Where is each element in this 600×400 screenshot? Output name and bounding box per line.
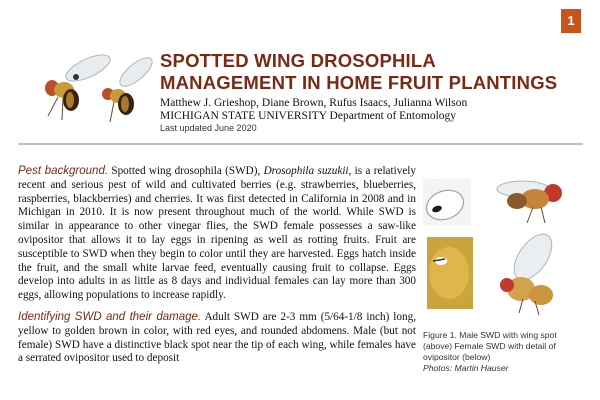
section-heading: Pest background. <box>18 165 109 177</box>
header-fly-image <box>18 50 153 132</box>
article-body <box>18 165 416 374</box>
affiliation: MICHIGAN STATE UNIVERSITY Department of Entomology <box>160 110 457 122</box>
identifying-swd-paragraph <box>18 311 416 366</box>
authors: Matthew J. Grieshop, Diane Brown, Rufus Isaacs, Julianna Wilson <box>160 97 468 109</box>
species-name: Drosophila suzukii <box>263 165 349 177</box>
figure-caption <box>423 330 588 374</box>
section-heading: Identifying SWD and their damage. <box>18 310 202 323</box>
header-divider <box>18 143 583 145</box>
last-updated: Last updated June 2020 <box>160 123 257 133</box>
pest-background-paragraph <box>18 165 416 303</box>
paragraph-text: Adult SWD are 2-3 mm (5/64-1/8 inch) long, yellow to golden brown in color, with red eyes, and rounded abdomens. Male (but not female) SWD have a distinctive black spot near the tip of each wing, while females have a serrated ovipositor used to deposit <box>18 310 416 365</box>
title-line-2: MANAGEMENT IN HOME FRUIT PLANTINGS <box>160 72 558 93</box>
page-title <box>160 50 590 94</box>
paragraph-text: Spotted wing drosophila (SWD), <box>108 165 264 177</box>
paragraph-text: , is a relatively recent and serious pest of wild and cultivated berries (e.g. strawberries, blueberries, raspberries, blackberries) and cherries. It was first detected in California in 2008 and in Michigan in 2010. It is now present throughout much of the world. While SWD is similar in appearance to other vinegar flies, the SWD female possesses a saw-like ovipositor that allows it to lay eggs in ripening as well as rotting fruits. Fruit are susceptible to SWD when they begin to color until they are harvested. Eggs hatch inside the fruit, and the small white larvae feed, eventually causing fruit to collapse. Eggs develop into adults in as little as 8 days and individual females can lay more than 300 eggs, allowing populations to increase rapidly. <box>18 165 416 302</box>
title-line-1: SPOTTED WING DROSOPHILA <box>160 50 436 71</box>
figure-photos <box>423 165 593 325</box>
caption-text: Figure 1. Male SWD with wing spot (above) Female SWD with detail of ovipositor (below) <box>423 330 557 362</box>
page-number-badge: 1 <box>561 9 581 33</box>
photo-credit: Photos: Martin Hauser <box>423 363 509 373</box>
